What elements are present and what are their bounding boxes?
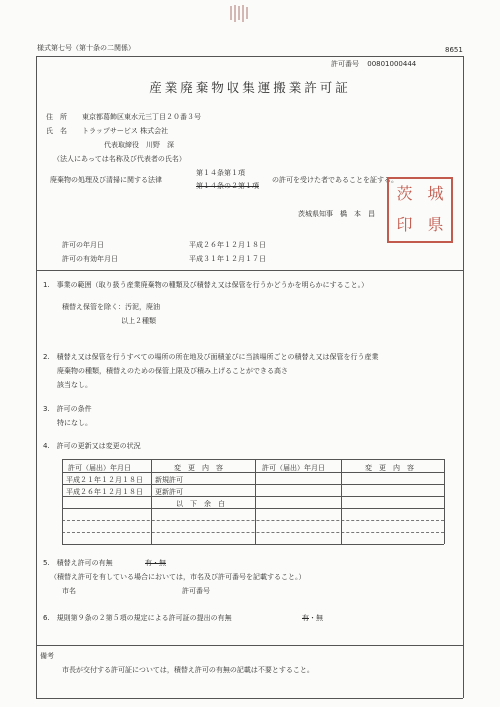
representative-name: 代表取締役 川野 深 — [104, 141, 174, 149]
city-name-label: 市名 — [62, 587, 76, 595]
law-clause-main: 第１４条第１項 — [196, 169, 245, 177]
table-row-date: 平成２１年１２月１８日 — [66, 476, 143, 484]
name-label: 氏 名 — [46, 127, 67, 135]
corner-number: 8651 — [445, 46, 463, 54]
section-5-value-struck: 有・無 — [145, 559, 166, 567]
section-5-value — [145, 558, 166, 568]
column-header-content-2: 変 更 内 容 — [365, 464, 414, 472]
section-1-line-2: 以上２種類 — [121, 317, 156, 325]
remarks-label: 備考 — [40, 652, 54, 660]
permit-number-label-2: 許可番号 — [182, 587, 210, 595]
section-6-value — [302, 613, 323, 623]
document-title: 産業廃棄物収集運搬業許可証 — [149, 80, 351, 95]
section-2-line-2: 該当なし。 — [57, 381, 92, 389]
section-3-line-1: 特になし。 — [57, 419, 92, 427]
seal-char: 城 — [427, 184, 444, 203]
section-6-value-struck: 有 — [302, 614, 309, 622]
section-4-heading: 4. 許可の更新又は変更の状況 — [43, 442, 141, 450]
table-row-date: 平成２６年１２月１８日 — [66, 488, 143, 496]
table-row-content: 更新許可 — [155, 488, 183, 496]
permit-number — [331, 59, 416, 69]
seal-char: 茨 — [396, 184, 413, 203]
column-header-content: 変 更 内 容 — [174, 464, 223, 472]
address-value: 東京都葛飾区東水元三丁目２０番３号 — [82, 113, 201, 121]
expiry-date: 平成３１年１２月１７日 — [189, 255, 266, 263]
section-3-heading: 3. 許可の条件 — [43, 405, 92, 413]
permit-number-value: 00801000444 — [367, 60, 417, 68]
form-number: 様式第七号（第十条の二関係） — [37, 44, 135, 52]
seal-char: 県 — [427, 215, 444, 234]
remarks-text: 市長が交付する許可証については，積替え許可の有無の記載は不要とすること。 — [62, 666, 314, 674]
clip-mark-icon — [228, 4, 250, 24]
section-5-note: （積替え許可を有している場合においては，市名及び許可番号を記載すること。） — [50, 573, 306, 581]
permit-number-label: 許可番号 — [331, 60, 359, 68]
address-label: 住 所 — [46, 113, 67, 121]
law-clause-struck: 第１４条の２第１項 — [196, 182, 259, 190]
section-2-line-1: 廃棄物の種類，積替えのための保管上限及び積み上げることができる高さ — [57, 367, 288, 375]
section-2-heading: 2. 積替え又は保管を行うすべての場所の所在地及び面積並びに当該場所ごとの積替え又は保管を行う産業 — [43, 353, 379, 361]
seal-char: 印 — [396, 215, 413, 234]
issuer-name: 茨城県知事 橋 本 昌 — [298, 210, 375, 218]
table-row-content: 新規許可 — [155, 476, 183, 484]
issued-date-label: 許可の年月日 — [62, 241, 104, 249]
column-header-date-2: 許可（届出）年月日 — [262, 464, 325, 472]
section-1-line-1: 積替え保管を除く：汚泥，廃油 — [62, 303, 160, 311]
law-prefix: 廃棄物の処理及び清掃に関する法律 — [50, 176, 162, 184]
official-seal — [387, 177, 453, 243]
section-6-value-rest: ・無 — [309, 614, 323, 622]
law-suffix: の許可を受けた者であることを証する。 — [272, 176, 398, 184]
issued-date: 平成２６年１２月１８日 — [189, 241, 266, 249]
corporation-note: （法人にあっては名称及び代表者の氏名） — [53, 155, 186, 163]
section-5-heading: 5. 積替え許可の有無 — [43, 559, 113, 567]
section-6-heading: 6. 規則第９条の２第５項の規定による許可証の提出の有無 — [43, 614, 232, 622]
company-name: トラップサービス 株式会社 — [82, 127, 169, 135]
column-header-date: 許可（届出）年月日 — [68, 464, 131, 472]
table-end-mark: 以 下 余 白 — [176, 500, 225, 508]
expiry-date-label: 許可の有効年月日 — [62, 255, 118, 263]
section-1-heading: 1. 事業の範囲（取り扱う産業廃棄物の種類及び積替え又は保管を行うかどうかを明らかにすること。） — [43, 281, 369, 289]
